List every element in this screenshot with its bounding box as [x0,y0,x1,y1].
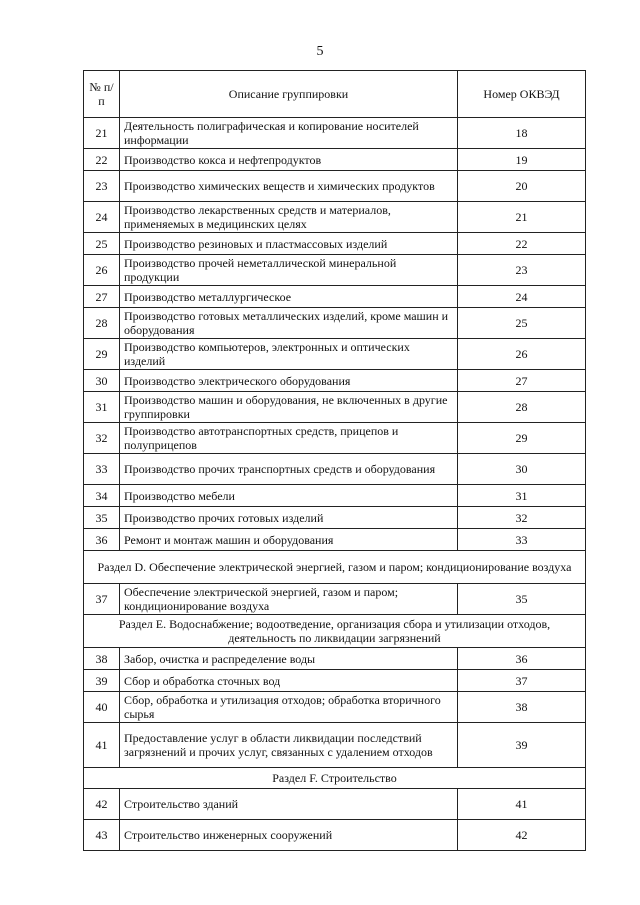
table-row [84,723,586,768]
row-description: Производство автотранспортных средств, прицепов и полуприцепов [120,423,458,454]
row-num: 23 [84,171,120,202]
header-description: Описание группировки [120,71,458,118]
row-num: 34 [84,485,120,507]
row-num: 38 [84,648,120,670]
row-description: Производство электрического оборудования [120,370,458,392]
row-okved-code: 30 [458,454,586,485]
row-okved-code: 42 [458,820,586,851]
okved-table [83,70,586,851]
header-okved-code: Номер ОКВЭД [458,71,586,118]
row-okved-code: 36 [458,648,586,670]
row-okved-code: 31 [458,485,586,507]
row-description: Забор, очистка и распределение воды [120,648,458,670]
table-row [84,454,586,485]
section-f-title: Раздел F. Строительство [84,768,586,789]
row-okved-code: 27 [458,370,586,392]
table-row [84,149,586,171]
table-row [84,171,586,202]
table-row [84,339,586,370]
row-okved-code: 18 [458,118,586,149]
row-description: Ремонт и монтаж машин и оборудования [120,529,458,551]
row-okved-code: 25 [458,308,586,339]
table-row [84,670,586,692]
table-row [84,692,586,723]
row-okved-code: 38 [458,692,586,723]
table-row [84,392,586,423]
row-description: Обеспечение электрической энергией, газом и паром; кондиционирование воздуха [120,584,458,615]
section-heading-f [84,768,586,789]
row-okved-code: 28 [458,392,586,423]
row-num: 37 [84,584,120,615]
row-description: Производство кокса и нефтепродуктов [120,149,458,171]
table-row [84,648,586,670]
row-num: 21 [84,118,120,149]
row-num: 32 [84,423,120,454]
row-description: Производство прочей неметаллической минеральной продукции [120,255,458,286]
row-okved-code: 32 [458,507,586,529]
row-okved-code: 35 [458,584,586,615]
row-description: Производство химических веществ и химических продуктов [120,171,458,202]
row-okved-code: 21 [458,202,586,233]
row-description: Производство мебели [120,485,458,507]
header-num: № п/п [84,71,120,118]
table-row [84,202,586,233]
row-description: Производство резиновых и пластмассовых изделий [120,233,458,255]
row-description: Предоставление услуг в области ликвидации последствий загрязнений и прочих услуг, связанных с удалением отходов [120,723,458,768]
row-okved-code: 37 [458,670,586,692]
section-e-title: Раздел E. Водоснабжение; водоотведение, организация сбора и утилизации отходов, деятельность по ликвидации загрязнений [84,615,586,648]
row-okved-code: 39 [458,723,586,768]
table-row [84,118,586,149]
row-num: 36 [84,529,120,551]
row-num: 31 [84,392,120,423]
section-d-title: Раздел D. Обеспечение электрической энергией, газом и паром; кондиционирование воздуха [84,551,586,584]
row-num: 22 [84,149,120,171]
table-row [84,286,586,308]
table-header-row [84,71,586,118]
section-heading-e [84,615,586,648]
row-description: Производство прочих готовых изделий [120,507,458,529]
table-row [84,507,586,529]
row-okved-code: 19 [458,149,586,171]
row-num: 25 [84,233,120,255]
table-row [84,233,586,255]
row-description: Производство лекарственных средств и материалов, применяемых в медицинских целях [120,202,458,233]
row-num: 42 [84,789,120,820]
row-num: 30 [84,370,120,392]
row-okved-code: 33 [458,529,586,551]
row-description: Производство прочих транспортных средств и оборудования [120,454,458,485]
row-okved-code: 26 [458,339,586,370]
row-description: Сбор и обработка сточных вод [120,670,458,692]
row-description: Сбор, обработка и утилизация отходов; обработка вторичного сырья [120,692,458,723]
row-okved-code: 29 [458,423,586,454]
page-number: 5 [316,44,324,59]
row-num: 26 [84,255,120,286]
section-heading-d [84,551,586,584]
row-num: 39 [84,670,120,692]
row-okved-code: 24 [458,286,586,308]
row-num: 28 [84,308,120,339]
table-row [84,485,586,507]
table-row [84,423,586,454]
table-row [84,789,586,820]
row-num: 35 [84,507,120,529]
row-description: Строительство инженерных сооружений [120,820,458,851]
table-row [84,529,586,551]
row-num: 29 [84,339,120,370]
row-description: Производство готовых металлических изделий, кроме машин и оборудования [120,308,458,339]
table-row [84,308,586,339]
row-okved-code: 20 [458,171,586,202]
row-okved-code: 22 [458,233,586,255]
table-row [84,255,586,286]
table-row [84,820,586,851]
row-num: 33 [84,454,120,485]
row-num: 27 [84,286,120,308]
table-row [84,370,586,392]
table-row [84,584,586,615]
row-description: Производство компьютеров, электронных и оптических изделий [120,339,458,370]
row-description: Производство металлургическое [120,286,458,308]
row-description: Производство машин и оборудования, не включенных в другие группировки [120,392,458,423]
row-description: Деятельность полиграфическая и копирование носителей информации [120,118,458,149]
row-num: 24 [84,202,120,233]
row-okved-code: 23 [458,255,586,286]
row-num: 41 [84,723,120,768]
row-okved-code: 41 [458,789,586,820]
row-num: 43 [84,820,120,851]
row-num: 40 [84,692,120,723]
row-description: Строительство зданий [120,789,458,820]
